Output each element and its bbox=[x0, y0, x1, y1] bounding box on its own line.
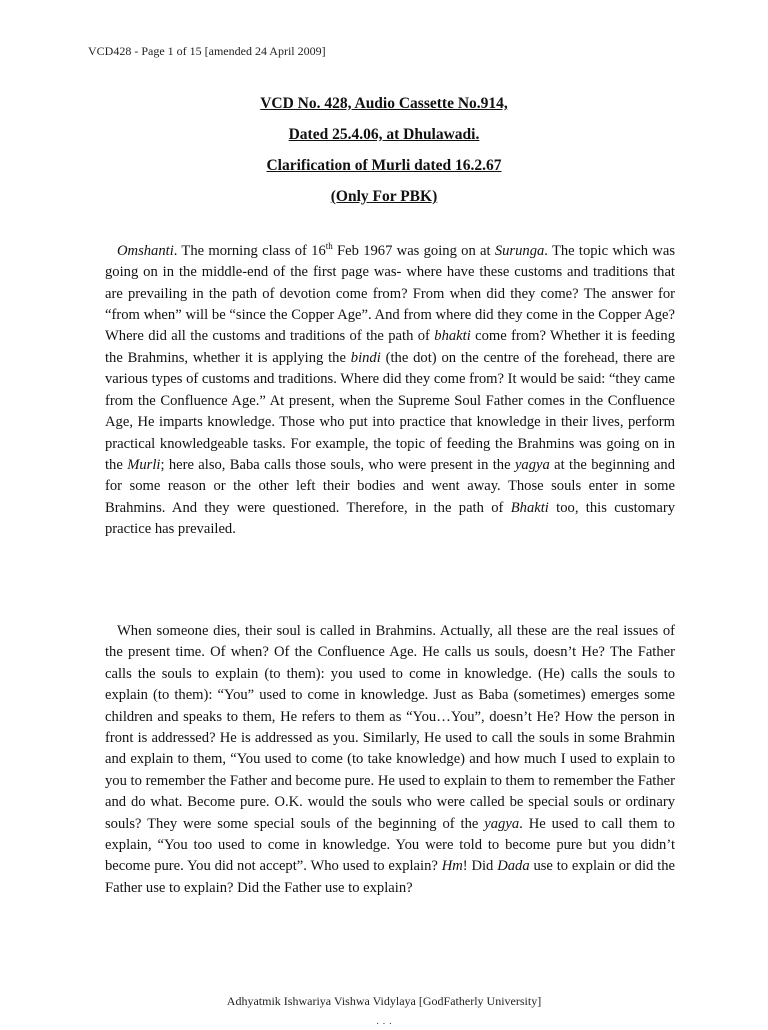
place-surunga: Surunga bbox=[494, 242, 545, 259]
page-header: VCD428 - Page 1 of 15 [amended 24 April 2009] bbox=[88, 44, 326, 58]
title-date: Dated 25.4.06, at Dhulawadi. bbox=[288, 126, 480, 143]
title-clarification: Clarification of Murli dated 16.2.67 bbox=[266, 157, 502, 174]
page-footer: Adhyatmik Ishwariya Vishwa Vidylaya [GodFatherly University] bbox=[226, 994, 542, 1008]
paragraph-2: When someone dies, their soul is called in Brahmins. Actually, all these are the real issues of the present time. Of when? Of the Confluence Age. He calls us souls, doesn’t He? The Father calls the souls to explain (to them): you used to come in knowledge. (He) calls the souls to explain (to them): “You” used to come in knowledge. Just as Baba (sometimes) emerges some children and speaks to them, He refers to them as “You…You”, doesn’t He? How the person in front is addressed? He is addressed as you. Similarly, He used to call the souls in some Brahmin and explain to them, “You used to come (to take knowledge) and how much I used to explain to you to remember the Father and become pure. He used to explain to them to remember the Father and do what. Become pure. O.K. would the souls who were called be special souls or ordinary souls? They were some special souls of the beginning of the yagya. He used to call them to explain, “You too used to come in knowledge. You were told to become pure but you didn’t become pure. You did not accept”. Who used to explain? Hm! Did Dada use to explain or did the Father use to explain? Did the Father use to explain? bbox=[105, 623, 675, 896]
page-footer-sub: · · · bbox=[375, 1018, 393, 1030]
term-omshanti: Omshanti bbox=[117, 242, 174, 259]
title-block bbox=[0, 93, 768, 217]
title-vcd: VCD No. 428, Audio Cassette No.914, bbox=[260, 95, 508, 112]
paragraph-1: Omshanti. The morning class of 16th Feb 1967 was going on at Surunga. The topic which was going on in the middle-end of the first page was- where have these customs and traditions that are prevailing in the path of devotion come from? From when did they come? The answer for “from when” will be “since the Copper Age”. And from where did they come in the Copper Age? Where did all the customs and traditions of the path of bhakti come from? Whether it is feeding the Brahmins, whether it is applying the bindi (the dot) on the centre of the forehead, there are various types of customs and traditions. Where did they come from? It would be said: “they came from the Confluence Age.” At present, when the Supreme Soul Father comes in the Confluence Age, He imparts knowledge. Those who put into practice that knowledge in their lives, perform practical knowledgeable tasks. For example, the topic of feeding the Brahmins was going on in the Murli; here also, Baba calls those souls, who were present in the yagya at the beginning and for some reason or the other left their bodies and went away. Those souls enter in some Brahmins. And they were questioned. Therefore, in the path of Bhakti too, this customary practice has prevailed. bbox=[105, 241, 675, 538]
title-audience: (Only For PBK) bbox=[330, 188, 438, 205]
